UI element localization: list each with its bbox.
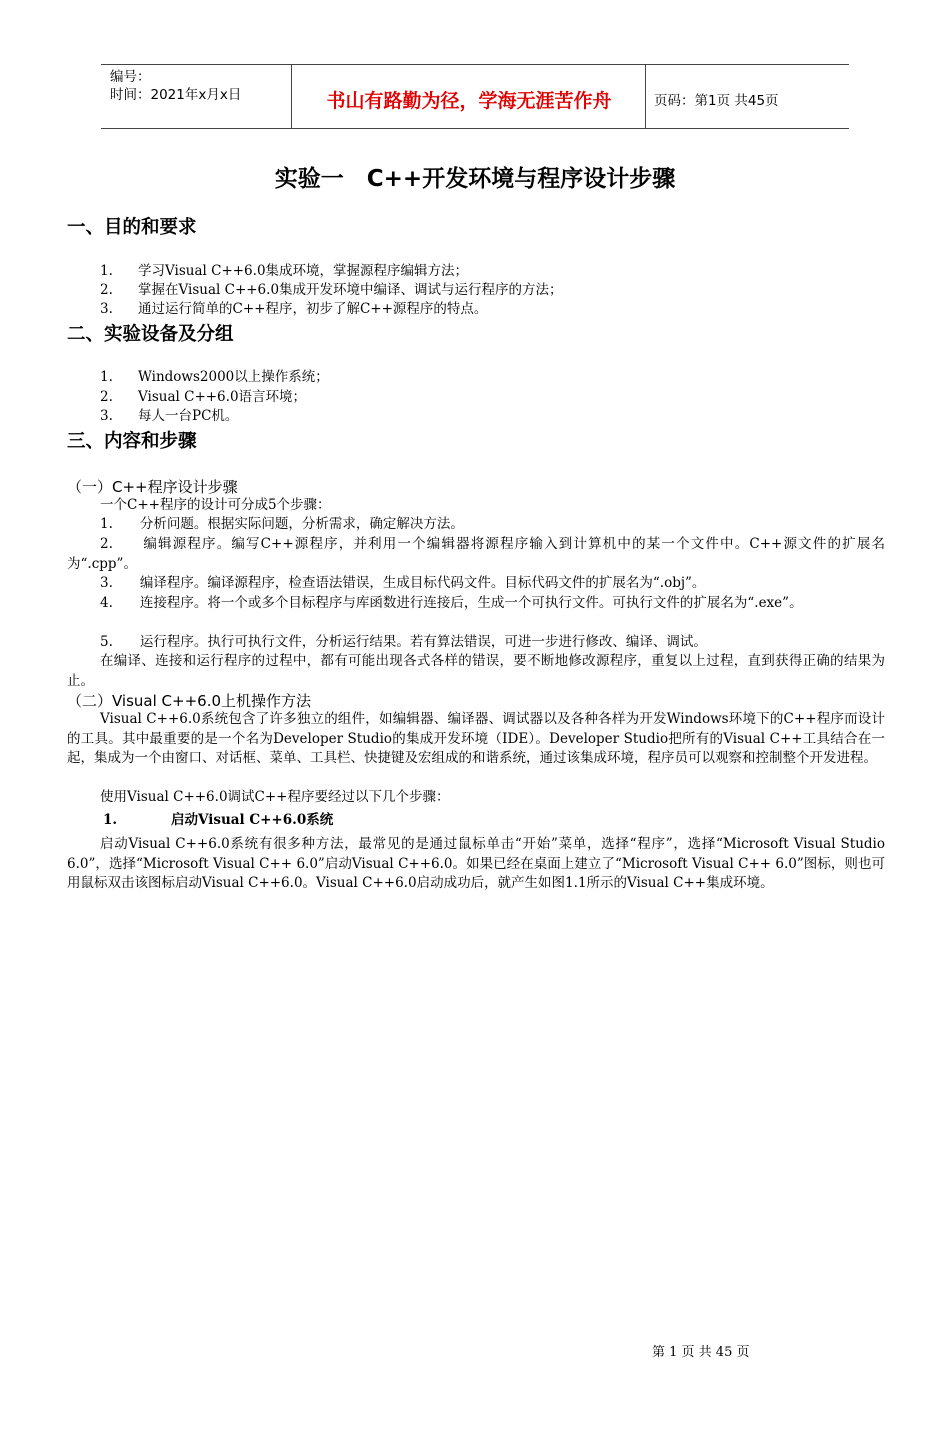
page-footer: 第 1 页 共 45 页 [652,1345,750,1360]
header-divider [291,64,292,129]
list-number: 1. [100,263,113,279]
list-item [100,368,329,386]
list-item [100,407,238,425]
header-time: 时间：2021年x月x日 [110,87,242,103]
paragraph: 5. 运行程序。执行可执行文件，分析运行结果。若有算法错误，可进一步进行修改、编译、调试。 [100,634,707,650]
step-number: 1. [103,812,118,828]
list-text: 通过运行简单的C++程序，初步了解C++源程序的特点。 [138,301,488,317]
paragraph: 一个C++程序的设计可分成5个步骤： [100,497,331,513]
header-divider [645,64,646,129]
paragraph: Visual C++6.0系统包含了许多独立的组件，如编辑器、编译器、调试器以及各种各样为开发Windows环境下的C++程序而设计的工具。其中最重要的是一个名为Developer Studio的集成开发环境（IDE）。Developer Studio把所有的Visual C++工具结合在一起，集成为一个由窗口、对话框、菜单、工具栏、快捷键及宏组成的和谐系统，通过该集成环境，程序员可以观察和控制整个开发进程。 [67,711,885,766]
list-number: 3. [100,301,113,317]
list-text: Windows2000以上操作系统； [138,369,329,385]
section-heading: 一、目的和要求 [67,217,197,238]
list-number: 2. [100,389,113,405]
step-heading [103,808,333,828]
list-text: Visual C++6.0语言环境； [138,389,307,405]
header-motto: 书山有路勤为径，学海无涯苦作舟 [326,90,612,112]
paragraph: 2. 编辑源程序。编写C++源程序，并利用一个编辑器将源程序输入到计算机中的某一个文件中。C++源文件的扩展名为“.cpp”。 [67,536,885,572]
list-item [100,262,468,280]
header-bottom-rule [101,128,849,129]
paragraph: 3. 编译程序。编译源程序，检查语法错误，生成目标代码文件。目标代码文件的扩展名为“.obj”。 [100,575,706,591]
list-number: 1. [100,369,113,385]
page-header [101,64,849,130]
list-number: 2. [100,282,113,298]
step-title: 启动Visual C++6.0系统 [171,812,334,828]
list-text: 掌握在Visual C++6.0集成开发环境中编译、调试与运行程序的方法； [138,282,563,298]
document-title: 实验一 C++开发环境与程序设计步骤 [274,166,676,192]
list-item [100,281,563,299]
subsection-heading: （一）C++程序设计步骤 [67,478,238,496]
paragraph: 4. 连接程序。将一个或多个目标程序与库函数进行连接后，生成一个可执行文件。可执行文件的扩展名为“.exe”。 [100,595,803,611]
paragraph: 1. 分析问题。根据实际问题，分析需求，确定解决方法。 [100,516,464,532]
header-number: 编号： [110,69,151,85]
list-item [100,300,487,318]
section-heading: 三、内容和步骤 [67,431,197,452]
section-heading: 二、实验设备及分组 [67,324,234,345]
header-meta [110,68,241,104]
header-top-rule [101,64,849,65]
header-page-number: 页码：第1页 共45页 [654,93,779,109]
paragraph: 启动Visual C++6.0系统有很多种方法，最常见的是通过鼠标单击“开始”菜单，选择“程序”，选择“Microsoft Visual Studio 6.0”，选择“Microsoft Visual C++ 6.0”启动Visual C++6.0。如果已经在桌面上建立了“Microsoft Visual C++ 6.0”图标，则也可用鼠标双击该图标启动Visual C++6.0。Visual C++6.0启动成功后，就产生如图1.1所示的Visual C++集成环境。 [67,836,885,891]
list-text: 学习Visual C++6.0集成环境，掌握源程序编辑方法； [138,263,469,279]
paragraph: 使用Visual C++6.0调试C++程序要经过以下几个步骤： [100,789,450,805]
paragraph: 在编译、连接和运行程序的过程中，都有可能出现各式各样的错误，要不断地修改源程序，重复以上过程，直到获得正确的结果为止。 [67,653,885,689]
list-number: 3. [100,408,113,424]
subsection-heading: （二）Visual C++6.0上机操作方法 [67,692,312,710]
list-text: 每人一台PC机。 [138,408,239,424]
list-item [100,388,306,406]
